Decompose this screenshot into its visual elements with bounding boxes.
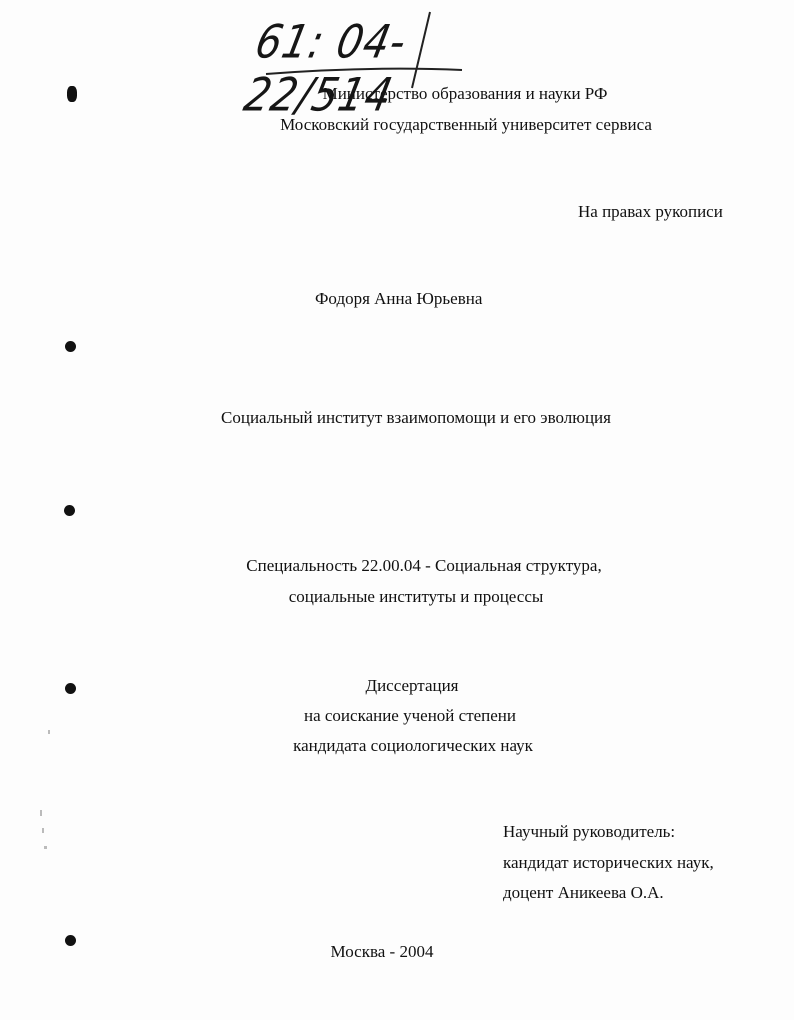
punch-hole-mark	[65, 341, 76, 352]
author-name: Фодоря Анна Юрьевна	[315, 289, 483, 308]
punch-hole-mark	[65, 683, 76, 694]
manuscript-rights-note: На правах рукописи	[578, 202, 723, 221]
dissertation-title: Социальный институт взаимопомощи и его эволюция	[221, 408, 611, 427]
punch-hole-mark	[64, 505, 75, 516]
supervisor-name: доцент Аникеева О.А.	[503, 883, 664, 902]
supervisor-degree: кандидат исторических наук,	[503, 853, 714, 872]
archive-code-underline	[262, 8, 532, 90]
university-name: Московский государственный университет сервиса	[280, 115, 652, 134]
scan-speck	[44, 846, 47, 849]
punch-hole-mark	[65, 935, 76, 946]
dissertation-label: Диссертация	[365, 676, 459, 695]
punch-hole-mark	[67, 86, 77, 102]
scan-speck	[48, 730, 50, 734]
specialty-line-2: социальные институты и процессы	[288, 587, 544, 606]
city-year: Москва - 2004	[330, 942, 434, 961]
degree-field-line: кандидата социологических наук	[293, 736, 533, 755]
degree-line: на соискание ученой степени	[303, 706, 517, 725]
ministry-name: Министерство образования и науки РФ	[322, 84, 608, 103]
archive-code-text: 61: 04-22/514	[239, 16, 412, 122]
supervisor-label: Научный руководитель:	[503, 822, 676, 841]
specialty-line-1: Специальность 22.00.04 - Социальная структура,	[246, 556, 602, 575]
scan-speck	[40, 810, 42, 816]
scan-speck	[42, 828, 44, 833]
